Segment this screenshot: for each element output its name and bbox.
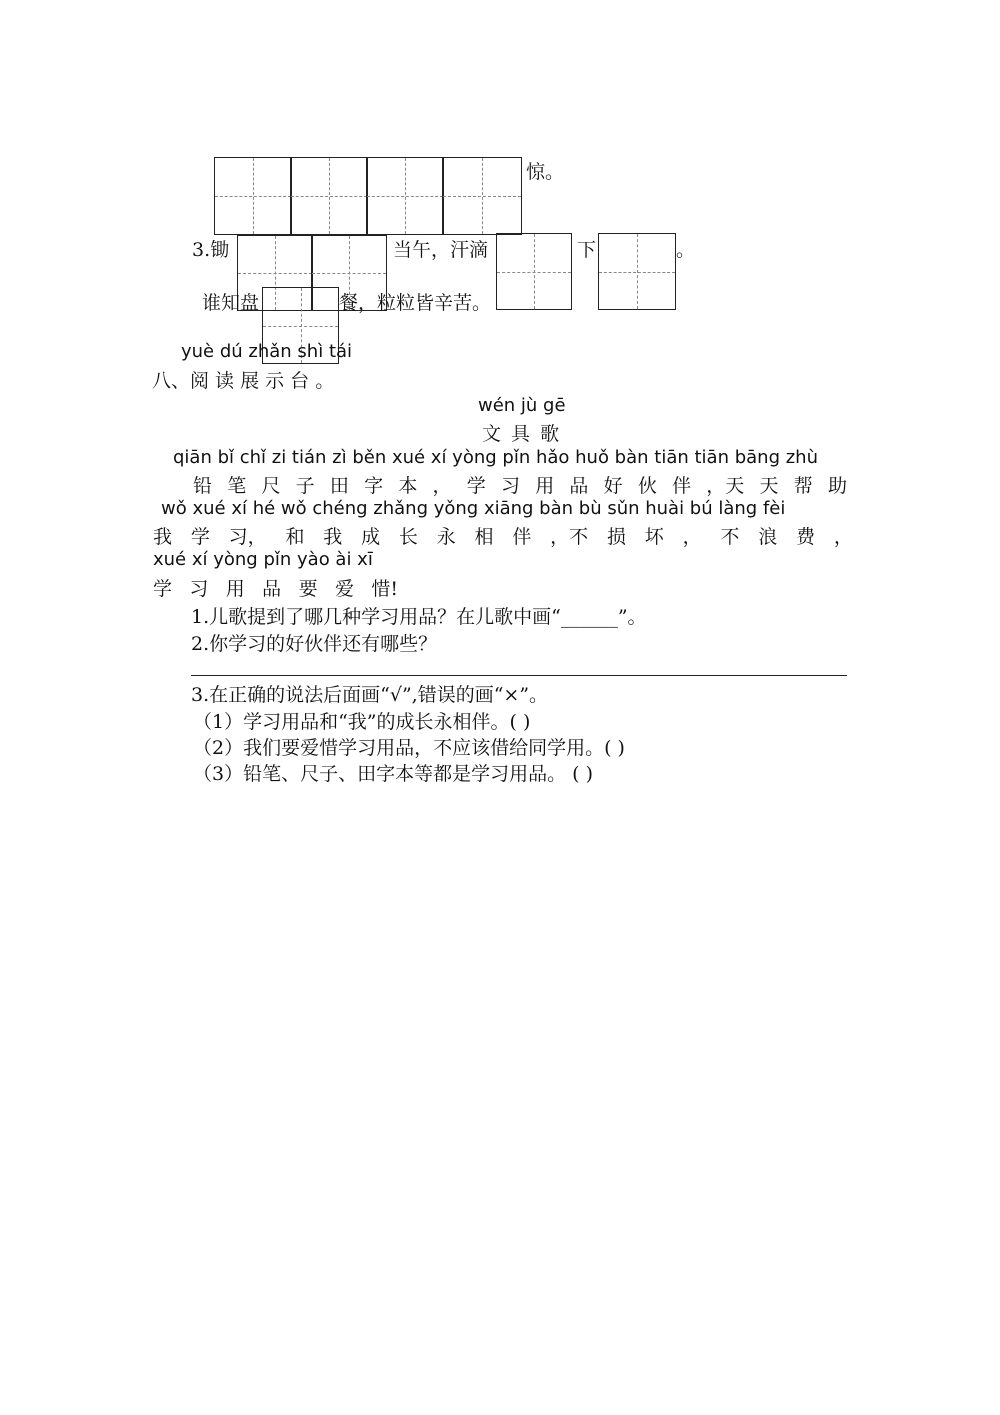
song-char: 品 <box>262 578 282 600</box>
song-char: 爱 <box>334 578 354 600</box>
writing-grid[interactable] <box>214 157 292 235</box>
song-char: 子 <box>295 475 315 497</box>
song-char: ， <box>432 475 452 497</box>
song-char: ，天 <box>706 475 745 497</box>
song-char: ， <box>682 526 702 548</box>
question-2: 2.你学习的好伙伴还有哪些？ <box>191 633 438 655</box>
song-char: 好 <box>603 475 623 497</box>
song-char: 伴 <box>512 526 532 548</box>
question-3-item-1: （1）学习用品和“我”的成长永相伴。( ) <box>193 711 531 733</box>
song-char: 学 <box>466 475 486 497</box>
song-char: 品 <box>569 475 589 497</box>
song-char: 习 <box>189 578 209 600</box>
song-char: 我 <box>323 526 343 548</box>
song-char: 字 <box>364 475 384 497</box>
song-line3-pinyin: xué xí yòng pǐn yào ài xī <box>153 549 373 570</box>
song-char: ， <box>833 526 853 548</box>
song-line2 <box>153 525 853 549</box>
song-char: 不 <box>720 526 740 548</box>
song-char: 我 <box>153 526 173 548</box>
writing-grid[interactable] <box>366 157 444 235</box>
poem-line3-end: 。 <box>676 239 696 261</box>
song-char: 费 <box>796 526 816 548</box>
song-line2-pinyin: wǒ xué xí hé wǒ chéng zhǎng yǒng xiāng bàn bù sǔn huài bú làng fèi <box>161 498 786 519</box>
song-title-pinyin: wén jù gē <box>478 395 566 416</box>
song-char: 本 <box>398 475 418 497</box>
song-char: 用 <box>225 578 245 600</box>
writing-grid[interactable] <box>442 157 522 235</box>
song-title: 文 具 歌 <box>482 423 562 445</box>
poem-line3-mid: 当午，汗滴 <box>393 239 489 261</box>
song-char: 助 <box>827 475 847 497</box>
song-char: 坏 <box>644 526 664 548</box>
song-char: 损 <box>606 526 626 548</box>
song-char: 铅 <box>193 475 213 497</box>
poem-line4-suffix: 餐，粒粒皆辛苦。 <box>339 292 492 314</box>
question-3-item-3: （3）铅笔、尺子、田字本等都是学习用品。 ( ) <box>193 763 593 785</box>
question-3: 3.在正确的说法后面画“√”,错误的画“×”。 <box>191 684 549 706</box>
song-char: 帮 <box>793 475 813 497</box>
poem-line3-down: 下 <box>577 239 597 261</box>
song-char: 习， <box>228 526 267 548</box>
question-1: 1.儿歌提到了哪几种学习用品？在儿歌中画“______”。 <box>191 606 647 628</box>
song-char: 伙 <box>637 475 657 497</box>
song-char: 永 <box>436 526 456 548</box>
song-char: 习 <box>500 475 520 497</box>
song-char: 长 <box>398 526 418 548</box>
song-char: 惜! <box>371 578 398 600</box>
song-char: 伴 <box>672 475 692 497</box>
song-char: 学 <box>153 578 173 600</box>
song-char: 尺 <box>261 475 281 497</box>
section8-title: 八、阅 读 展 示 台 。 <box>152 370 335 392</box>
song-char: 学 <box>190 526 210 548</box>
song-char: 成 <box>361 526 381 548</box>
song-line3 <box>153 577 398 601</box>
writing-grid[interactable] <box>290 157 368 235</box>
song-char: ，不 <box>550 526 589 548</box>
poem-tail-text: 惊。 <box>526 161 565 183</box>
poem-line3-prefix: 3.锄 <box>192 239 230 261</box>
song-char: 用 <box>535 475 555 497</box>
song-char: 田 <box>329 475 349 497</box>
answer-line[interactable] <box>191 675 847 676</box>
section8-pinyin: yuè dú zhǎn shì tái <box>181 341 353 362</box>
song-char: 天 <box>759 475 779 497</box>
song-char: 笔 <box>227 475 247 497</box>
song-char: 和 <box>285 526 305 548</box>
writing-grid[interactable] <box>496 233 572 310</box>
song-char: 相 <box>474 526 494 548</box>
song-line1 <box>193 474 847 498</box>
poem-line4-prefix: 谁知盘 <box>202 292 260 314</box>
question-3-item-2: （2）我们要爱惜学习用品，不应该借给同学用。( ) <box>193 737 625 759</box>
song-char: 要 <box>298 578 318 600</box>
song-char: 浪 <box>758 526 778 548</box>
writing-grid[interactable] <box>598 233 676 310</box>
song-line1-pinyin: qiān bǐ chǐ zi tián zì běn xué xí yòng pǐn hǎo huǒ bàn tiān tiān bāng zhù <box>173 447 818 468</box>
